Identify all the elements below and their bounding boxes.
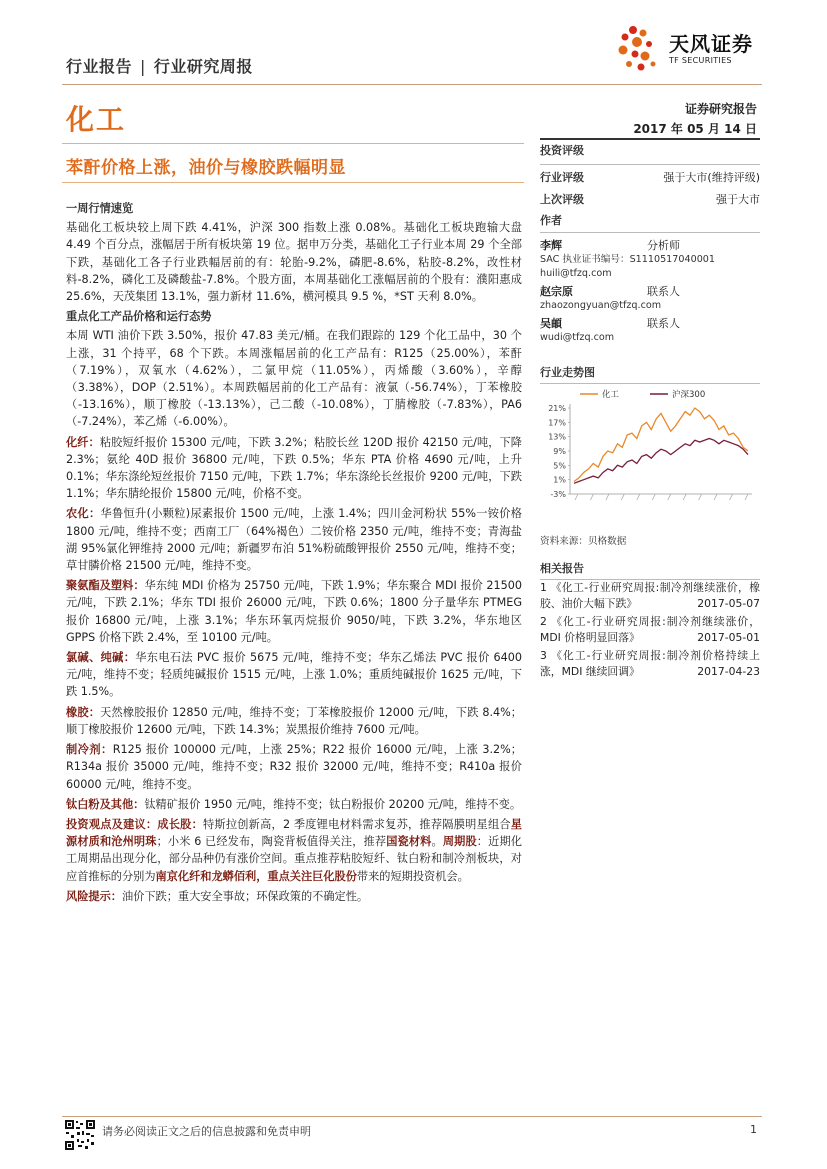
report-headline: 苯酐价格上涨，油价与橡胶跌幅明显 (66, 158, 346, 178)
logo-name: 天风证券 (669, 32, 753, 56)
trend-source: 资料来源：贝格数据 (540, 536, 627, 547)
chart-x-tick (606, 494, 609, 500)
rating-value-previous: 强于大市 (716, 193, 760, 206)
chart-y-tick-label: 21% (548, 404, 566, 413)
ti-paragraph (66, 796, 522, 813)
chart-series-line (574, 408, 748, 482)
related-item-1-text: 1 《化工-行业研究周报:制冷剂继续涨价，橡胶、油价大幅下跌》 (540, 581, 760, 610)
author-1-email[interactable]: huili@tfzq.com (540, 268, 612, 279)
author-3-name: 吴頔 (540, 317, 562, 330)
product-paragraph: 本周 WTI 油价下跌 3.50%，报价 47.83 美元/桶。在我们跟踪的 129 个化工品中，30 个上涨，31 个持平，68 个下跌。本周涨幅居前的化工产品有：R125（25.00%），苯酐（7.19%），双氧水（4.62%），二氯甲烷（11.05%），丙烯酸（3.60%），辛醇（3.38%），DOP（2.51%）。本周跌幅居前的化工产品有：液氯（-56.74%），丁苯橡胶（-13.16%），顺丁橡胶（-13.13%），己二酸（-10.08%），丁腈橡胶（-7.83%），PA6（-7.24%），苯乙烯（-6.00%）。 (66, 329, 522, 429)
report-date: 2017 年 05 月 14 日 (633, 122, 757, 136)
fiber-text: 粘胶短纤报价 15300 元/吨，下跌 3.2%；粘胶长丝 120D 报价 42150 元/吨，下降 2.3%；氨纶 40D 报价 36800 元/吨，下跌 0.5%；华东 PTA 价格 4690 元/吨，上升 0.1%；华东涤纶短丝报价 7150 元/吨，下跌 1.7%；华东涤纶长丝报价 9200 元/吨，下跌 1.1%；华东腈纶报价 15800 元/吨，价格不变。 (66, 435, 522, 501)
rubber-lead: 橡胶： (66, 705, 101, 719)
chart-x-tick (652, 494, 655, 500)
rubber-paragraph (66, 704, 522, 738)
sub-category-label: 行业研究周报 (153, 57, 253, 76)
chart-y-tick-label: 5% (553, 461, 566, 471)
chart-x-tick (637, 494, 640, 500)
chart-legend-label: 化工 (602, 390, 620, 400)
agri-paragraph (66, 505, 522, 574)
headline-bottom-divider (62, 182, 524, 183)
view-text-2: ；小米 6 已经发布，陶瓷背板值得关注，推荐 (156, 835, 387, 849)
author-1 (540, 239, 760, 281)
trend-title-block (540, 364, 760, 384)
chart-y-tick-label: 17% (548, 418, 566, 428)
footer-disclaimer: 请务必阅读正文之后的信息披露和免责申明 (102, 1125, 311, 1138)
agri-lead: 农化： (66, 507, 101, 521)
chart-x-tick (590, 494, 593, 500)
weekly-section-title: 一周行情速览 (66, 202, 134, 215)
tf-securities-logo (611, 20, 761, 80)
authors-block (540, 212, 760, 345)
authors-divider (540, 232, 760, 233)
chart-y-tick-label: -3% (550, 490, 566, 499)
fiber-paragraph (66, 434, 522, 503)
authors-title: 作者 (540, 214, 562, 227)
qr-code-icon (64, 1119, 96, 1151)
view-bold-2: 国瓷材料 (386, 835, 432, 849)
refrig-text: R125 报价 100000 元/吨，上涨 25%；R22 报价 16000 元/吨，上涨 3.2%；R134a 报价 35000 元/吨，维持不变；R32 报价 32000 元/吨，维持不变；R410a 报价 60000 元/吨，维持不变。 (66, 743, 522, 791)
chart-x-tick (730, 494, 733, 500)
view-lead: 投资观点及建议：成长股： (66, 817, 204, 831)
rating-label-previous: 上次评级 (540, 193, 584, 206)
rating-row-previous (540, 191, 760, 207)
author-2 (540, 285, 760, 313)
rubber-text: 天然橡胶报价 12850 元/吨，维持不变；丁苯橡胶报价 12000 元/吨，下跌 8.4%；顺丁橡胶报价 12600 元/吨，下跌 14.3%；炭黑报价维持 7600 元/吨。 (66, 705, 522, 736)
risk-lead: 风险提示： (66, 889, 122, 903)
related-item-2-text: 2 《化工-行业研究周报:制冷剂继续涨价，MDI 价格明显回落》 (540, 615, 760, 644)
author-3-email[interactable]: wudi@tfzq.com (540, 332, 615, 343)
rating-divider (540, 164, 760, 165)
footer-divider (62, 1116, 762, 1117)
fiber-lead: 化纤： (66, 435, 100, 449)
ti-text: 钛精矿报价 1950 元/吨，维持不变；钛白粉报价 20200 元/吨，维持不变。 (144, 797, 522, 811)
pu-paragraph (66, 577, 522, 646)
rating-block (540, 142, 760, 207)
chlor-lead: 氯碱、纯碱： (66, 651, 136, 665)
chart-x-tick (575, 494, 578, 500)
refrig-paragraph (66, 741, 522, 793)
chlor-paragraph (66, 649, 522, 701)
related-title-block (540, 560, 760, 580)
risk-paragraph (66, 888, 522, 905)
chart-x-tick (745, 494, 748, 500)
chart-series-line (574, 439, 748, 484)
trend-chart-svg (540, 382, 760, 517)
risk-text: 油价下跌；重大安全事故；环保政策的不确定性。 (121, 889, 369, 903)
refrig-lead: 制冷剂： (66, 743, 113, 757)
report-type: 证券研究报告 (684, 102, 757, 116)
author-1-license: SAC 执业证书编号：S1110517040001 (540, 254, 716, 265)
related-list (540, 580, 760, 682)
rating-value-current: 强于大市(维持评级) (663, 171, 760, 184)
headline-top-divider (62, 143, 524, 144)
author-2-email[interactable]: zhaozongyuan@tfzq.com (540, 300, 662, 311)
pu-text: 华东纯 MDI 价格为 25750 元/吨，下跌 1.9%；华东聚合 MDI 报价 21500 元/吨，下跌 2.1%；华东 TDI 报价 26000 元/吨，下跌 0.6%；1800 分子量华东 PTMEG 报价 16800 元/吨，上涨 3.1%；华东环氧丙烷报价 9050/吨，下跌 3.2%，华东地区 GPPS 价格下跌 2.4%，至 10100 元/吨。 (66, 579, 522, 644)
sector-title: 化工 (66, 103, 127, 136)
chlor-text: 华东电石法 PVC 报价 5675 元/吨，维持不变；华东乙烯法 PVC 报价 6400 元/吨，维持不变；轻质纯碱报价 1515 元/吨，上涨 1.0%；重质纯碱报价 1625 元/吨，下跌 1.5%。 (66, 651, 522, 699)
related-title: 相关报告 (540, 562, 584, 575)
header-divider (62, 84, 762, 85)
chart-x-tick (621, 494, 624, 500)
rating-label-current: 行业评级 (540, 171, 584, 184)
rating-top-rule (540, 138, 760, 140)
view-text-1: 特斯拉创新高，2 季度锂电材料需求复苏，推荐隔膜明星组合 (203, 817, 511, 831)
view-text-5: 带来的短期投资机会。 (356, 869, 469, 883)
view-text-3: 。 (431, 835, 443, 849)
author-2-name: 赵宗原 (540, 285, 573, 298)
rating-row-current (540, 169, 760, 185)
author-3 (540, 317, 760, 345)
trend-chart (540, 382, 760, 517)
pu-lead: 聚氨酯及塑料： (66, 579, 145, 593)
rating-title: 投资评级 (540, 144, 584, 157)
related-item-2[interactable] (540, 614, 760, 646)
chart-x-tick (699, 494, 702, 500)
author-3-role: 联系人 (647, 317, 680, 330)
view-paragraph (66, 816, 522, 885)
related-item-1-date: 2017-05-07 (697, 597, 760, 610)
logo-subtitle: TF SECURITIES (669, 56, 732, 65)
related-item-3-text: 3 《化工-行业研究周报:制冷剂价格持续上涨，MDI 继续回调》 (540, 649, 760, 678)
agri-text: 华鲁恒升(小颗粒)尿素报价 1500 元/吨，上涨 1.4%；四川金河粉状 55%一铵价格 1800 元/吨，维持不变；西南工厂（64%褐色）二铵价格 2350 元/吨，维持不变；青海盐湖 95%氯化钾维持 2000 元/吨；新疆罗布泊 51%粉硫酸钾报价 2550 元/吨，维持不变；草甘膦价格 21500 元/吨，维持不变。 (66, 507, 522, 573)
category-label: 行业报告 (66, 57, 133, 76)
chart-x-tick (683, 494, 686, 500)
author-1-role: 分析师 (647, 239, 680, 252)
page-number: 1 (750, 1123, 757, 1136)
related-item-3-date: 2017-04-23 (697, 665, 760, 678)
chart-y-tick-label: 9% (553, 447, 566, 456)
related-item-1[interactable] (540, 580, 760, 612)
product-section-title: 重点化工产品价格和运行态势 (66, 310, 212, 324)
chart-y-tick-label: 13% (548, 432, 566, 442)
ti-lead: 钛白粉及其他： (66, 797, 145, 811)
chart-x-tick (714, 494, 717, 500)
chart-y-tick-label: 1% (553, 475, 566, 485)
chart-x-tick (668, 494, 671, 500)
view-bold-4: 南京化纤和龙蟒佰利，重点关注巨化股份 (155, 869, 357, 883)
related-item-2-date: 2017-05-01 (697, 631, 760, 644)
report-category (66, 54, 253, 77)
weekly-paragraph: 基础化工板块较上周下跌 4.41%，沪深 300 指数上涨 0.08%。基础化工板块跑输大盘 4.49 个百分点，涨幅居于所有板块第 19 位。据申万分类，基础化工子行业本周 29 个全部下跌，基础化工各子行业跌幅居前的有：轮胎-9.2%，磷肥-8.6%，粘胶-8.2%，改性材料-8.2%，磷化工及磷酸盐-7.8%。个股方面，本周基础化工涨幅居前的个股有：濮阳惠成 25.6%，天茂集团 13.1%，强力新材 11.6%，横河模具 9.5 %，*ST 天利 8.0%。 (66, 221, 522, 304)
trend-title: 行业走势图 (540, 366, 595, 379)
related-item-3[interactable] (540, 648, 760, 680)
main-body (66, 200, 522, 908)
logo-mark-icon (611, 20, 667, 76)
view-text-4: ：近期化工周期品出现分化，部分品种仍有涨价空间。重点推荐粘胶短纤、钛白粉和制冷剂板块，对应首推标的分别为 (66, 835, 522, 883)
chart-legend-label: 沪深300 (672, 390, 706, 400)
view-bold-1: 星源材质和沧州明珠 (66, 817, 522, 849)
author-2-role: 联系人 (647, 285, 680, 298)
view-bold-3: 周期股 (442, 835, 477, 849)
author-1-name: 李辉 (540, 239, 562, 252)
category-separator: | (140, 57, 146, 76)
